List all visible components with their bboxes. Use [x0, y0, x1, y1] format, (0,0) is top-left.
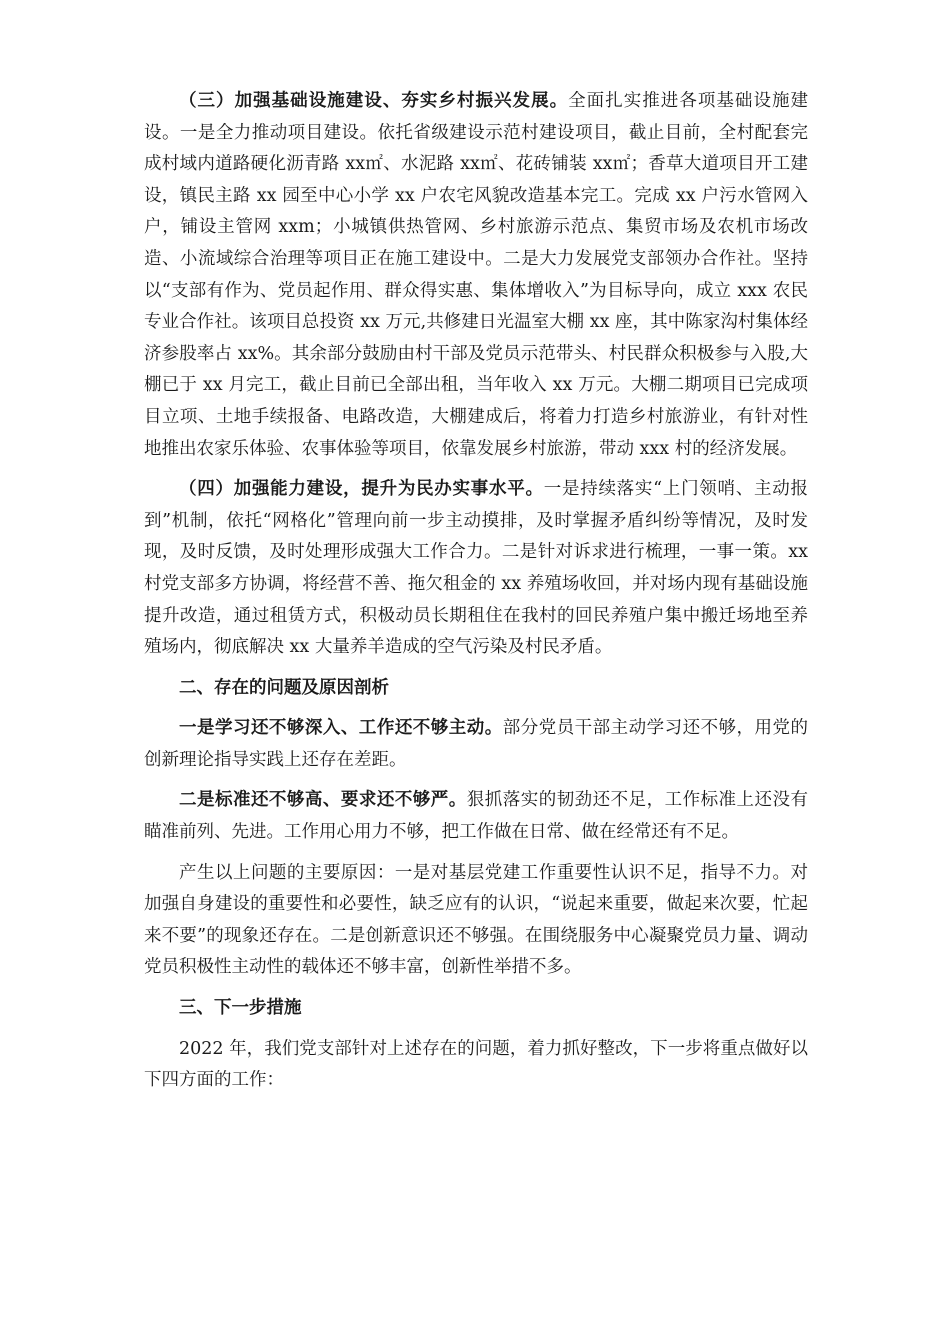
document-body [144, 86, 808, 1097]
problem-lead: 一是学习还不够深入、工作还不够主动。 [179, 718, 503, 739]
paragraph-text: 全面扎实推进各项基础设施建设。一是全力推动项目建设。依托省级建设示范村建设项目，截止目前，全村配套完成村域内道路硬化沥青路 xx㎡、水泥路 xx㎡、花砖铺装 xx㎡；香草大道项目开工建设，镇民主路 xx 园至中心小学 xx 户农宅风貌改造基本完工。完成 xx 户污水管网入户，铺设主管网 xxm；小城镇供热管网、乡村旅游示范点、集贸市场及农机市场改造、小流域综合治理等项目正在施工建设中。二是大力发展党支部领办合作社。坚持以“支部有作为、党员起作用、群众得实惠、集体增收入”为目标导向，成立 xxx 农民专业合作社。该项目总投资 xx 万元,共修建日光温室大棚 xx 座，其中陈家沟村集体经济参股率占 xx%。其余部分鼓励由村干部及党员示范带头、村民群众积极参与入股,大棚已于 xx 月完工，截止目前已全部出租，当年收入 xx 万元。大棚二期项目已完成项目立项、土地手续报备、电路改造，大棚建成后，将着力打造乡村旅游业，有针对性地推出农家乐体验、农事体验等项目，依靠发展乡村旅游，带动 xxx 村的经济发展。 [144, 91, 809, 459]
problem-text: 狠抓落实的韧劲还不足，工作标准上还没有瞄准前列、先进。工作用心用力不够，把工作做在日常、做在经常还有不足。 [144, 790, 808, 843]
problem-lead: 二是标准还不够高、要求还不够严。 [179, 790, 467, 811]
section-heading-problems: 二、存在的问题及原因剖析 [179, 677, 389, 698]
paragraph-next-steps: 2022 年，我们党支部针对上述存在的问题，着力抓好整改，下一步将重点做好以下四方面的工作： [144, 1038, 808, 1091]
paragraph-text: 一是持续落实“上门领哨、主动报到”机制，依托“网格化”管理向前一步主动摸排，及时掌握矛盾纠纷等情况，及时发现，及时反馈，及时处理形成强大工作合力。二是针对诉求进行梳理，一事一策。xx 村党支部多方协调，将经营不善、拖欠租金的 xx 养殖场收回，并对场内现有基础设施提升改造，通过租赁方式，积极动员长期租住在我村的回民养殖户集中搬迁场地至养殖场内，彻底解决 xx 大量养羊造成的空气污染及村民矛盾。 [144, 479, 808, 658]
problem-item-2 [144, 785, 808, 848]
problem-text: 部分党员干部主动学习还不够，用党的创新理论指导实践上还存在差距。 [144, 718, 808, 770]
section-heading-next-steps: 三、下一步措施 [179, 998, 302, 1019]
paragraph-capacity [144, 474, 808, 664]
paragraph-causes: 产生以上问题的主要原因：一是对基层党建工作重要性认识不足，指导不力。对加强自身建设的重要性和必要性，缺乏应有的认识，“说起来重要，做起来次要，忙起来不要”的现象还存在。二是创新意识还不够强。在围绕服务中心凝聚党员力量、调动党员积极性主动性的载体还不够丰富，创新性举措不多。 [144, 862, 808, 978]
paragraph-lead: （四）加强能力建设，提升为民办实事水平。 [179, 479, 544, 500]
paragraph-infrastructure [144, 86, 808, 465]
paragraph-lead: （三）加强基础设施建设、夯实乡村振兴发展。 [179, 91, 569, 111]
problem-item-1 [144, 713, 808, 776]
